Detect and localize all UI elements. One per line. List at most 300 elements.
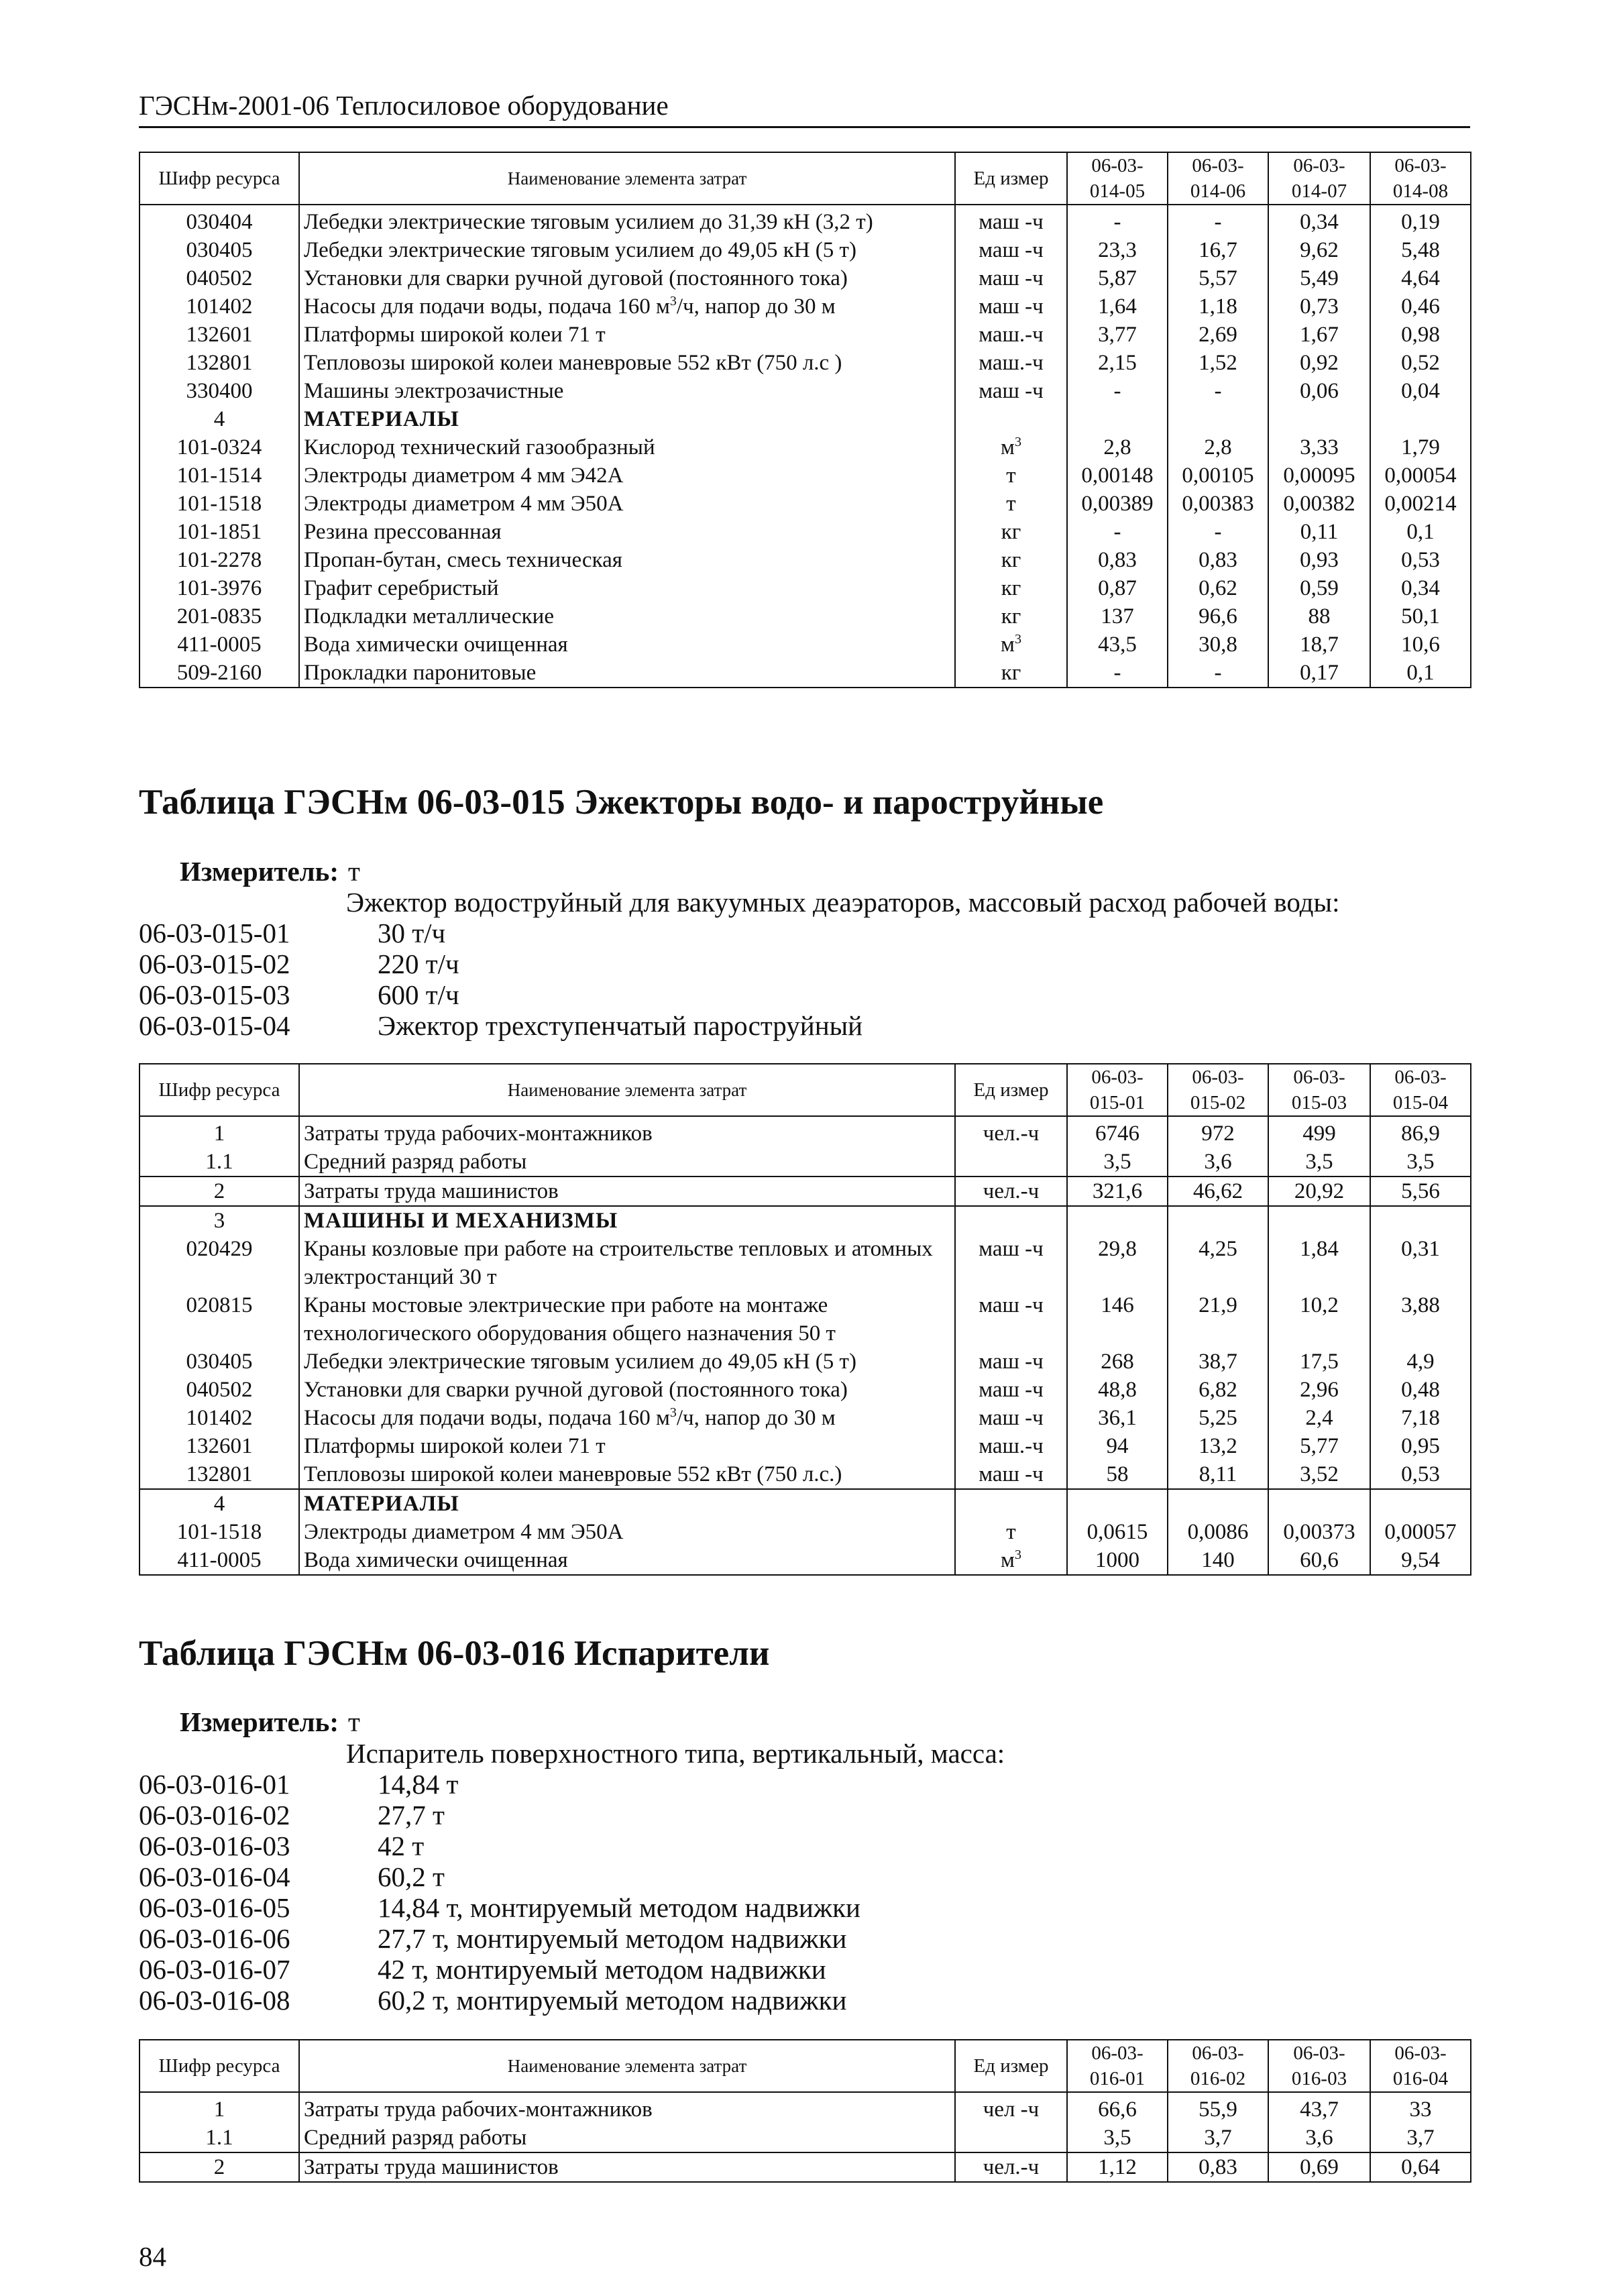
norm-value-text: 42 т [378, 1830, 425, 1861]
resource-unit: кг [955, 546, 1067, 574]
table-row [140, 1177, 1471, 1206]
norm-value: 30,8 [1168, 631, 1268, 659]
table-row [140, 1546, 1471, 1575]
norm-value: 5,25 [1168, 1404, 1268, 1432]
resource-code: 1 [140, 1116, 299, 1148]
resource-unit: маш -ч [955, 205, 1067, 236]
norm-value: 0,64 [1370, 2152, 1471, 2182]
resource-name: Средний разряд работы [299, 1148, 955, 1177]
resource-code: 132601 [140, 321, 299, 349]
norm-value: 0,87 [1067, 574, 1168, 602]
norm-value: 0,00214 [1370, 490, 1471, 518]
resource-unit: $м^3$ [955, 1546, 1067, 1575]
norm-value: - [1067, 518, 1168, 546]
norm-value: 43,5 [1067, 631, 1168, 659]
resource-name: Установки для сварки ручной дуговой (постоянного тока) [299, 264, 955, 292]
table-row [140, 2152, 1471, 2182]
resource-table-014 [139, 152, 1471, 688]
col-header-norm: 06-03- 014-07 [1268, 152, 1370, 205]
norm-value: 4,9 [1370, 1348, 1471, 1376]
norm-value-text: 600 т/ч [378, 979, 459, 1010]
table-row [140, 1116, 1471, 1148]
resource-code: 132601 [140, 1432, 299, 1460]
table-row [140, 2124, 1471, 2152]
resource-code: 1.1 [140, 2124, 299, 2152]
norm-code: 06-03-016-08 [139, 1985, 290, 2016]
norm-code: 06-03-016-03 [139, 1830, 290, 1861]
resource-name: Краны козловые при работе на строительстве тепловых и атомных электростанций 30 т [299, 1235, 955, 1291]
table-row [140, 292, 1471, 321]
norm-value: 0,46 [1370, 292, 1471, 321]
resource-code: 020815 [140, 1291, 299, 1348]
norm-value [1067, 405, 1168, 433]
norm-value: 146 [1067, 1291, 1168, 1348]
norm-value: 94 [1067, 1432, 1168, 1460]
norm-value: 2,8 [1168, 433, 1268, 461]
norm-value: 0,34 [1268, 205, 1370, 236]
norm-value: 3,6 [1168, 1148, 1268, 1177]
norm-description-015: Эжектор водоструйный для вакуумных деаэраторов, массовый расход рабочей воды: [346, 887, 1340, 918]
norm-value: 5,77 [1268, 1432, 1370, 1460]
norm-value: 7,18 [1370, 1404, 1471, 1432]
table-row [140, 1432, 1471, 1460]
norm-value: 3,88 [1370, 1291, 1471, 1348]
resource-unit [955, 1206, 1067, 1235]
resource-code: 030405 [140, 236, 299, 264]
resource-name: Тепловозы широкой колеи маневровые 552 кВт (750 л.с.) [299, 1460, 955, 1489]
norm-value [1268, 1206, 1370, 1235]
norm-value: 8,11 [1168, 1460, 1268, 1489]
resource-name: Затраты труда машинистов [299, 2152, 955, 2182]
norm-value: 2,8 [1067, 433, 1168, 461]
resource-unit: маш -ч [955, 292, 1067, 321]
norm-value: 18,7 [1268, 631, 1370, 659]
norm-value: 0,00382 [1268, 490, 1370, 518]
norm-value: 0,1 [1370, 659, 1471, 688]
norm-value: 0,93 [1268, 546, 1370, 574]
norm-value: 60,6 [1268, 1546, 1370, 1575]
norm-value: 0,83 [1067, 546, 1168, 574]
col-header-norm: 06-03- 014-08 [1370, 152, 1471, 205]
norm-value-text: 30 т/ч [378, 918, 446, 948]
resource-code: 101-1518 [140, 490, 299, 518]
resource-unit: чел.-ч [955, 1177, 1067, 1206]
resource-name: Платформы широкой колеи 71 т [299, 321, 955, 349]
norm-value [1370, 1206, 1471, 1235]
norm-value: 4,64 [1370, 264, 1471, 292]
table-row [140, 2092, 1471, 2124]
norm-value: 1,64 [1067, 292, 1168, 321]
norm-value: 3,5 [1268, 1148, 1370, 1177]
norm-value: 6,82 [1168, 1376, 1268, 1404]
section-title-015: Таблица ГЭСНм 06-03-015 Эжекторы водо- и пароструйные [139, 783, 1104, 822]
norm-value: 3,33 [1268, 433, 1370, 461]
norm-value [1268, 1489, 1370, 1518]
norm-value: 3,7 [1168, 2124, 1268, 2152]
norm-value-text: 220 т/ч [378, 948, 459, 979]
section-row [140, 1206, 1471, 1235]
table-row [140, 1404, 1471, 1432]
table-row [140, 1235, 1471, 1291]
norm-value: 0,92 [1268, 349, 1370, 377]
table-row [140, 1291, 1471, 1348]
norm-value: 499 [1268, 1116, 1370, 1148]
section-row [140, 1489, 1471, 1518]
resource-name: Платформы широкой колеи 71 т [299, 1432, 955, 1460]
table-row [140, 518, 1471, 546]
norm-value: 0,00383 [1168, 490, 1268, 518]
col-header-norm: 06-03- 014-05 [1067, 152, 1168, 205]
resource-code: 201-0835 [140, 602, 299, 631]
resource-code: 101402 [140, 292, 299, 321]
norm-value: 4,25 [1168, 1235, 1268, 1291]
norm-value: 5,57 [1168, 264, 1268, 292]
resource-name: Графит серебристый [299, 574, 955, 602]
norm-value: 1,18 [1168, 292, 1268, 321]
table-row [140, 659, 1471, 688]
norm-value: 5,56 [1370, 1177, 1471, 1206]
resource-unit: т [955, 461, 1067, 490]
resource-name: Затраты труда машинистов [299, 1177, 955, 1206]
norm-value: - [1168, 205, 1268, 236]
resource-name: Вода химически очищенная [299, 631, 955, 659]
norm-value [1067, 1206, 1168, 1235]
table-row [140, 1376, 1471, 1404]
norm-value-text: 27,7 т, монтируемый методом надвижки [378, 1923, 847, 1954]
col-header-unit: Ед измер [955, 152, 1067, 205]
norm-value: 50,1 [1370, 602, 1471, 631]
norm-value: 0,48 [1370, 1376, 1471, 1404]
resource-unit: чел.-ч [955, 2152, 1067, 2182]
norm-value: 0,17 [1268, 659, 1370, 688]
norm-code: 06-03-016-04 [139, 1861, 290, 1892]
resource-name: Лебедки электрические тяговым усилием до 49,05 кН (5 т) [299, 236, 955, 264]
resource-unit [955, 1148, 1067, 1177]
norm-value: 1,84 [1268, 1235, 1370, 1291]
resource-name: Прокладки паронитовые [299, 659, 955, 688]
resource-code: 411-0005 [140, 1546, 299, 1575]
table-row [140, 377, 1471, 405]
resource-code: 4 [140, 1489, 299, 1518]
resource-code: 1.1 [140, 1148, 299, 1177]
resource-code: 2 [140, 1177, 299, 1206]
col-header-unit: Ед измер [955, 1064, 1067, 1116]
norm-value: 10,6 [1370, 631, 1471, 659]
table-row [140, 321, 1471, 349]
norm-value: - [1168, 518, 1268, 546]
meter-line-016 [180, 1706, 360, 1738]
norm-value: 0,59 [1268, 574, 1370, 602]
resource-name: Вода химически очищенная [299, 1546, 955, 1575]
resource-name: Тепловозы широкой колеи маневровые 552 кВт (750 л.с ) [299, 349, 955, 377]
col-header-unit: Ед измер [955, 2040, 1067, 2092]
resource-code: 330400 [140, 377, 299, 405]
resource-unit: $м^3$ [955, 433, 1067, 461]
table-row [140, 461, 1471, 490]
norm-value: 88 [1268, 602, 1370, 631]
resource-unit [955, 1489, 1067, 1518]
norm-value: 86,9 [1370, 1116, 1471, 1148]
norm-value [1268, 405, 1370, 433]
resource-unit: маш.-ч [955, 349, 1067, 377]
norm-value: 33 [1370, 2092, 1471, 2124]
table-row [140, 349, 1471, 377]
norm-value-text: 60,2 т [378, 1861, 445, 1892]
resource-unit: кг [955, 659, 1067, 688]
norm-code: 06-03-015-01 [139, 918, 290, 948]
table-row [140, 490, 1471, 518]
norm-value: 0,62 [1168, 574, 1268, 602]
norm-value: 5,48 [1370, 236, 1471, 264]
norm-value: 0,00054 [1370, 461, 1471, 490]
norm-code: 06-03-016-01 [139, 1769, 290, 1800]
col-header-code: Шифр ресурса [140, 152, 299, 205]
col-header-name: Наименование элемента затрат [299, 1064, 955, 1116]
table-row [140, 602, 1471, 631]
resource-name: Средний разряд работы [299, 2124, 955, 2152]
col-header-norm: 06-03- 015-03 [1268, 1064, 1370, 1116]
resource-unit: т [955, 1518, 1067, 1546]
norm-value-text: 42 т, монтируемый методом надвижки [378, 1954, 826, 1985]
table-row [140, 631, 1471, 659]
table-row [140, 574, 1471, 602]
norm-value: - [1168, 659, 1268, 688]
norm-value: 2,4 [1268, 1404, 1370, 1432]
norm-value: 2,15 [1067, 349, 1168, 377]
resource-unit: маш -ч [955, 1348, 1067, 1376]
norm-value: 0,00373 [1268, 1518, 1370, 1546]
page-header-title: ГЭСНм-2001-06 Теплосиловое оборудование [139, 90, 669, 121]
table-row [140, 1348, 1471, 1376]
norm-code: 06-03-016-07 [139, 1954, 290, 1985]
norm-value [1168, 1206, 1268, 1235]
norm-code: 06-03-015-03 [139, 979, 290, 1010]
norm-value: 13,2 [1168, 1432, 1268, 1460]
norm-value: 9,54 [1370, 1546, 1471, 1575]
col-header-norm: 06-03- 016-04 [1370, 2040, 1471, 2092]
norm-value: 96,6 [1168, 602, 1268, 631]
resource-code: 020429 [140, 1235, 299, 1291]
resource-code: 101402 [140, 1404, 299, 1432]
norm-value: 10,2 [1268, 1291, 1370, 1348]
norm-value: 0,00057 [1370, 1518, 1471, 1546]
resource-code: 101-1851 [140, 518, 299, 546]
norm-value: 0,0086 [1168, 1518, 1268, 1546]
norm-value: 21,9 [1168, 1291, 1268, 1348]
resource-code: 411-0005 [140, 631, 299, 659]
table-row [140, 433, 1471, 461]
resource-unit: маш -ч [955, 236, 1067, 264]
norm-value: 1,79 [1370, 433, 1471, 461]
norm-value: 46,62 [1168, 1177, 1268, 1206]
norm-value: 2,69 [1168, 321, 1268, 349]
norm-value: 17,5 [1268, 1348, 1370, 1376]
norm-value: - [1067, 377, 1168, 405]
resource-unit [955, 2124, 1067, 2152]
col-header-norm: 06-03- 015-01 [1067, 1064, 1168, 1116]
col-header-code: Шифр ресурса [140, 2040, 299, 2092]
resource-name: Лебедки электрические тяговым усилием до 49,05 кН (5 т) [299, 1348, 955, 1376]
resource-unit: т [955, 490, 1067, 518]
resource-code: 4 [140, 405, 299, 433]
norm-value: 43,7 [1268, 2092, 1370, 2124]
col-header-norm: 06-03- 016-02 [1168, 2040, 1268, 2092]
norm-value: 0,52 [1370, 349, 1471, 377]
norm-value [1168, 405, 1268, 433]
norm-value: 1,52 [1168, 349, 1268, 377]
resource-unit: маш.-ч [955, 321, 1067, 349]
meter-unit: т [348, 1706, 360, 1737]
norm-value: 66,6 [1067, 2092, 1168, 2124]
resource-code: 101-0324 [140, 433, 299, 461]
resource-code: 040502 [140, 264, 299, 292]
resource-name: Установки для сварки ручной дуговой (постоянного тока) [299, 1376, 955, 1404]
resource-unit: кг [955, 574, 1067, 602]
norm-value: 0,00389 [1067, 490, 1168, 518]
norm-value-text: 27,7 т [378, 1800, 445, 1830]
norm-value-text: 14,84 т [378, 1769, 459, 1800]
norm-value: 0,95 [1370, 1432, 1471, 1460]
resource-code: 1 [140, 2092, 299, 2124]
col-header-norm: 06-03- 015-04 [1370, 1064, 1471, 1116]
norm-value: 9,62 [1268, 236, 1370, 264]
norm-value: 0,34 [1370, 574, 1471, 602]
resource-table-016 [139, 2039, 1471, 2183]
norm-value: 3,5 [1370, 1148, 1471, 1177]
resource-name: МАШИНЫ И МЕХАНИЗМЫ [299, 1206, 955, 1235]
resource-unit: маш -ч [955, 1376, 1067, 1404]
norm-value: 2,96 [1268, 1376, 1370, 1404]
norm-value [1067, 1489, 1168, 1518]
resource-code: 132801 [140, 1460, 299, 1489]
norm-value: 20,92 [1268, 1177, 1370, 1206]
norm-value: 6746 [1067, 1116, 1168, 1148]
meter-unit: т [348, 856, 360, 887]
resource-unit: маш -ч [955, 1404, 1067, 1432]
norm-value: 5,87 [1067, 264, 1168, 292]
norm-value: 0,31 [1370, 1235, 1471, 1291]
col-header-norm: 06-03- 016-01 [1067, 2040, 1168, 2092]
resource-unit: маш.-ч [955, 1432, 1067, 1460]
norm-value-text: Эжектор трехступенчатый пароструйный [378, 1010, 863, 1041]
resource-name: МАТЕРИАЛЫ [299, 1489, 955, 1518]
resource-name: Насосы для подачи воды, подача 160 $м^3/ч$, напор до 30 м [299, 1404, 955, 1432]
col-header-norm: 06-03- 015-02 [1168, 1064, 1268, 1116]
resource-code: 132801 [140, 349, 299, 377]
resource-name: Краны мостовые электрические при работе на монтаже технологического оборудования общего назначения 50 т [299, 1291, 955, 1348]
norm-value: - [1067, 659, 1168, 688]
table-row [140, 1148, 1471, 1177]
resource-unit: маш -ч [955, 1291, 1067, 1348]
norm-value: 268 [1067, 1348, 1168, 1376]
resource-unit [955, 405, 1067, 433]
norm-value: 0,00148 [1067, 461, 1168, 490]
norm-value: 3,52 [1268, 1460, 1370, 1489]
norm-value: - [1168, 377, 1268, 405]
norm-value: 55,9 [1168, 2092, 1268, 2124]
resource-code: 101-1514 [140, 461, 299, 490]
norm-value: 0,00105 [1168, 461, 1268, 490]
norm-value: 0,11 [1268, 518, 1370, 546]
norm-value [1168, 1489, 1268, 1518]
norm-value: 0,04 [1370, 377, 1471, 405]
norm-value: - [1067, 205, 1168, 236]
norm-value: 0,06 [1268, 377, 1370, 405]
page-number: 84 [139, 2241, 166, 2272]
resource-name: Резина прессованная [299, 518, 955, 546]
norm-value: 0,00095 [1268, 461, 1370, 490]
resource-code: 3 [140, 1206, 299, 1235]
norm-value: 0,1 [1370, 518, 1471, 546]
resource-name: Электроды диаметром 4 мм Э42А [299, 461, 955, 490]
norm-value: 140 [1168, 1546, 1268, 1575]
header-rule [139, 126, 1470, 128]
norm-value: 0,98 [1370, 321, 1471, 349]
resource-code: 030404 [140, 205, 299, 236]
norm-code: 06-03-015-04 [139, 1010, 290, 1041]
resource-unit: кг [955, 602, 1067, 631]
norm-value: 0,83 [1168, 2152, 1268, 2182]
norm-value: 972 [1168, 1116, 1268, 1148]
norm-value: 321,6 [1067, 1177, 1168, 1206]
table-row [140, 205, 1471, 236]
col-header-name: Наименование элемента затрат [299, 152, 955, 205]
norm-value: 3,7 [1370, 2124, 1471, 2152]
table-row [140, 264, 1471, 292]
resource-unit: маш -ч [955, 1460, 1067, 1489]
resource-unit: маш -ч [955, 377, 1067, 405]
resource-name: Лебедки электрические тяговым усилием до 31,39 кН (3,2 т) [299, 205, 955, 236]
norm-code: 06-03-016-06 [139, 1923, 290, 1954]
resource-unit: кг [955, 518, 1067, 546]
norm-value: 0,69 [1268, 2152, 1370, 2182]
resource-name: Затраты труда рабочих-монтажников [299, 1116, 955, 1148]
resource-code: 509-2160 [140, 659, 299, 688]
resource-unit: маш -ч [955, 264, 1067, 292]
table-row [140, 236, 1471, 264]
norm-value: 0,73 [1268, 292, 1370, 321]
table-row [140, 1460, 1471, 1489]
resource-name: Пропан-бутан, смесь техническая [299, 546, 955, 574]
resource-name: МАТЕРИАЛЫ [299, 405, 955, 433]
norm-value: 58 [1067, 1460, 1168, 1489]
table-row [140, 1518, 1471, 1546]
norm-value: 36,1 [1067, 1404, 1168, 1432]
norm-value: 38,7 [1168, 1348, 1268, 1376]
norm-value: 0,53 [1370, 546, 1471, 574]
resource-name: Электроды диаметром 4 мм Э50А [299, 1518, 955, 1546]
norm-value: 3,5 [1067, 1148, 1168, 1177]
meter-label: Измеритель: [180, 856, 339, 887]
meter-line-015 [180, 855, 360, 887]
norm-value-text: 60,2 т, монтируемый методом надвижки [378, 1985, 847, 2016]
resource-name: Затраты труда рабочих-монтажников [299, 2092, 955, 2124]
norm-value [1370, 1489, 1471, 1518]
resource-name: Насосы для подачи воды, подача 160 $м^3/ч$, напор до 30 м [299, 292, 955, 321]
norm-value [1370, 405, 1471, 433]
col-header-norm: 06-03- 016-03 [1268, 2040, 1370, 2092]
col-header-code: Шифр ресурса [140, 1064, 299, 1116]
col-header-name: Наименование элемента затрат [299, 2040, 955, 2092]
norm-value: 0,0615 [1067, 1518, 1168, 1546]
norm-value: 3,6 [1268, 2124, 1370, 2152]
section-row [140, 405, 1471, 433]
resource-name: Машины электрозачистные [299, 377, 955, 405]
resource-table-015 [139, 1063, 1471, 1576]
resource-name: Подкладки металлические [299, 602, 955, 631]
norm-value: 3,77 [1067, 321, 1168, 349]
norm-value: 0,53 [1370, 1460, 1471, 1489]
